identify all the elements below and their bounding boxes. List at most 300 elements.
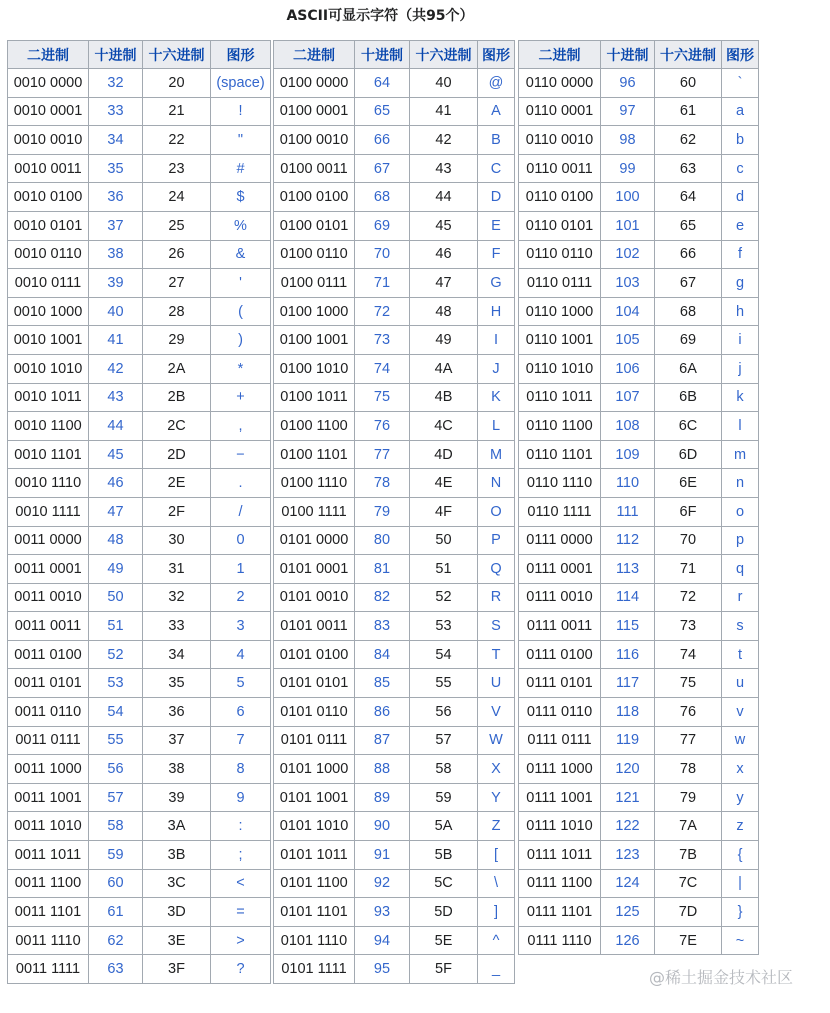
- glyph-cell[interactable]: q: [722, 555, 759, 584]
- hex-cell: 59: [410, 783, 478, 812]
- decimal-cell[interactable]: 61: [89, 898, 143, 927]
- decimal-cell[interactable]: 116: [601, 640, 655, 669]
- decimal-cell[interactable]: 95: [355, 955, 410, 984]
- hex-cell: 20: [143, 69, 211, 98]
- binary-cell: 0110 1110: [519, 469, 601, 498]
- glyph-cell[interactable]: s: [722, 612, 759, 641]
- glyph-cell[interactable]: /: [211, 497, 271, 526]
- decimal-cell[interactable]: 38: [89, 240, 143, 269]
- hex-cell: 2E: [143, 469, 211, 498]
- decimal-cell[interactable]: 64: [355, 69, 410, 98]
- glyph-cell[interactable]: $: [211, 183, 271, 212]
- glyph-cell[interactable]: }: [722, 898, 759, 927]
- ascii-table-1: [7, 40, 271, 984]
- hex-cell: 46: [410, 240, 478, 269]
- binary-cell: 0101 0010: [274, 583, 355, 612]
- hex-cell: 61: [655, 97, 722, 126]
- decimal-cell[interactable]: 42: [89, 354, 143, 383]
- binary-cell: 0110 1010: [519, 354, 601, 383]
- table-row: [8, 898, 271, 927]
- decimal-cell[interactable]: 57: [89, 783, 143, 812]
- decimal-cell[interactable]: 66: [355, 126, 410, 155]
- glyph-cell[interactable]: C: [478, 154, 515, 183]
- binary-cell: 0110 0000: [519, 69, 601, 98]
- table-row: [519, 898, 759, 927]
- glyph-cell[interactable]: R: [478, 583, 515, 612]
- header-hex[interactable]: 十六进制: [410, 41, 478, 69]
- decimal-cell[interactable]: 104: [601, 297, 655, 326]
- decimal-cell[interactable]: 126: [601, 926, 655, 955]
- table-row: [8, 555, 271, 584]
- binary-cell: 0011 1011: [8, 841, 89, 870]
- decimal-cell[interactable]: 75: [355, 383, 410, 412]
- decimal-cell[interactable]: 114: [601, 583, 655, 612]
- glyph-cell[interactable]: N: [478, 469, 515, 498]
- glyph-cell[interactable]: >: [211, 926, 271, 955]
- glyph-cell[interactable]: T: [478, 640, 515, 669]
- glyph-cell[interactable]: 1: [211, 555, 271, 584]
- decimal-cell[interactable]: 32: [89, 69, 143, 98]
- glyph-cell[interactable]: ': [211, 269, 271, 298]
- decimal-cell[interactable]: 39: [89, 269, 143, 298]
- glyph-cell[interactable]: (space): [211, 69, 271, 98]
- glyph-cell[interactable]: G: [478, 269, 515, 298]
- decimal-cell[interactable]: 60: [89, 869, 143, 898]
- decimal-cell[interactable]: 102: [601, 240, 655, 269]
- table-row: [519, 154, 759, 183]
- table-row: [8, 841, 271, 870]
- binary-cell: 0101 0001: [274, 555, 355, 584]
- hex-cell: 50: [410, 526, 478, 555]
- decimal-cell[interactable]: 47: [89, 497, 143, 526]
- binary-cell: 0011 0100: [8, 640, 89, 669]
- glyph-cell[interactable]: M: [478, 440, 515, 469]
- glyph-cell[interactable]: Z: [478, 812, 515, 841]
- decimal-cell[interactable]: 122: [601, 812, 655, 841]
- decimal-cell[interactable]: 80: [355, 526, 410, 555]
- glyph-cell[interactable]: S: [478, 612, 515, 641]
- header-glyph[interactable]: 图形: [478, 41, 515, 69]
- decimal-cell[interactable]: 52: [89, 640, 143, 669]
- decimal-cell[interactable]: 106: [601, 354, 655, 383]
- glyph-cell[interactable]: 4: [211, 640, 271, 669]
- glyph-cell[interactable]: I: [478, 326, 515, 355]
- header-decimal[interactable]: 十进制: [355, 41, 410, 69]
- decimal-cell[interactable]: 113: [601, 555, 655, 584]
- hex-cell: 5D: [410, 898, 478, 927]
- decimal-cell[interactable]: 74: [355, 354, 410, 383]
- decimal-cell[interactable]: 37: [89, 211, 143, 240]
- hex-cell: 36: [143, 698, 211, 727]
- hex-cell: 53: [410, 612, 478, 641]
- decimal-cell[interactable]: 41: [89, 326, 143, 355]
- glyph-cell[interactable]: v: [722, 698, 759, 727]
- glyph-cell[interactable]: b: [722, 126, 759, 155]
- glyph-cell[interactable]: 8: [211, 755, 271, 784]
- glyph-cell[interactable]: X: [478, 755, 515, 784]
- hex-cell: 3E: [143, 926, 211, 955]
- glyph-cell[interactable]: a: [722, 97, 759, 126]
- decimal-cell[interactable]: 108: [601, 412, 655, 441]
- glyph-cell[interactable]: y: [722, 783, 759, 812]
- decimal-cell[interactable]: 78: [355, 469, 410, 498]
- hex-cell: 4D: [410, 440, 478, 469]
- header-binary[interactable]: 二进制: [274, 41, 355, 69]
- glyph-cell[interactable]: p: [722, 526, 759, 555]
- binary-cell: 0101 1111: [274, 955, 355, 984]
- glyph-cell[interactable]: 6: [211, 698, 271, 727]
- glyph-cell[interactable]: B: [478, 126, 515, 155]
- table-row: [519, 183, 759, 212]
- decimal-cell[interactable]: 100: [601, 183, 655, 212]
- glyph-cell[interactable]: −: [211, 440, 271, 469]
- hex-cell: 43: [410, 154, 478, 183]
- decimal-cell[interactable]: 76: [355, 412, 410, 441]
- glyph-cell[interactable]: d: [722, 183, 759, 212]
- decimal-cell[interactable]: 58: [89, 812, 143, 841]
- glyph-cell[interactable]: k: [722, 383, 759, 412]
- glyph-cell[interactable]: e: [722, 211, 759, 240]
- header-hex[interactable]: 十六进制: [143, 41, 211, 69]
- binary-cell: 0011 0001: [8, 555, 89, 584]
- glyph-cell[interactable]: H: [478, 297, 515, 326]
- glyph-cell[interactable]: L: [478, 412, 515, 441]
- table-row: [274, 526, 515, 555]
- binary-cell: 0100 0101: [274, 211, 355, 240]
- decimal-cell[interactable]: 92: [355, 869, 410, 898]
- glyph-cell[interactable]: g: [722, 269, 759, 298]
- hex-cell: 7B: [655, 841, 722, 870]
- hex-cell: 75: [655, 669, 722, 698]
- glyph-cell[interactable]: =: [211, 898, 271, 927]
- decimal-cell[interactable]: 99: [601, 154, 655, 183]
- glyph-cell[interactable]: [: [478, 841, 515, 870]
- decimal-cell[interactable]: 55: [89, 726, 143, 755]
- decimal-cell[interactable]: 50: [89, 583, 143, 612]
- glyph-cell[interactable]: %: [211, 211, 271, 240]
- table-row: [519, 555, 759, 584]
- decimal-cell[interactable]: 94: [355, 926, 410, 955]
- decimal-cell[interactable]: 77: [355, 440, 410, 469]
- table-row: [274, 698, 515, 727]
- hex-cell: 78: [655, 755, 722, 784]
- glyph-cell[interactable]: `: [722, 69, 759, 98]
- glyph-cell[interactable]: 5: [211, 669, 271, 698]
- hex-cell: 76: [655, 698, 722, 727]
- glyph-cell[interactable]: &: [211, 240, 271, 269]
- glyph-cell[interactable]: 3: [211, 612, 271, 641]
- binary-cell: 0111 0101: [519, 669, 601, 698]
- glyph-cell[interactable]: D: [478, 183, 515, 212]
- decimal-cell[interactable]: 53: [89, 669, 143, 698]
- glyph-cell[interactable]: W: [478, 726, 515, 755]
- binary-cell: 0100 1010: [274, 354, 355, 383]
- binary-cell: 0011 1110: [8, 926, 89, 955]
- table-row: [274, 69, 515, 98]
- decimal-cell[interactable]: 117: [601, 669, 655, 698]
- decimal-cell[interactable]: 105: [601, 326, 655, 355]
- decimal-cell[interactable]: 86: [355, 698, 410, 727]
- glyph-cell[interactable]: Y: [478, 783, 515, 812]
- table-row: [519, 669, 759, 698]
- header-binary[interactable]: 二进制: [519, 41, 601, 69]
- hex-cell: 3D: [143, 898, 211, 927]
- glyph-cell[interactable]: F: [478, 240, 515, 269]
- decimal-cell[interactable]: 119: [601, 726, 655, 755]
- glyph-cell[interactable]: 9: [211, 783, 271, 812]
- glyph-cell[interactable]: +: [211, 383, 271, 412]
- decimal-cell[interactable]: 36: [89, 183, 143, 212]
- decimal-cell[interactable]: 82: [355, 583, 410, 612]
- decimal-cell[interactable]: 98: [601, 126, 655, 155]
- glyph-cell[interactable]: (: [211, 297, 271, 326]
- decimal-cell[interactable]: 56: [89, 755, 143, 784]
- decimal-cell[interactable]: 70: [355, 240, 410, 269]
- decimal-cell[interactable]: 81: [355, 555, 410, 584]
- table-row: [274, 240, 515, 269]
- table-row: [274, 297, 515, 326]
- glyph-cell[interactable]: K: [478, 383, 515, 412]
- glyph-cell[interactable]: ,: [211, 412, 271, 441]
- binary-cell: 0010 0000: [8, 69, 89, 98]
- table-row: [8, 526, 271, 555]
- glyph-cell[interactable]: i: [722, 326, 759, 355]
- binary-cell: 0100 1110: [274, 469, 355, 498]
- glyph-cell[interactable]: |: [722, 869, 759, 898]
- table-row: [519, 497, 759, 526]
- glyph-cell[interactable]: ": [211, 126, 271, 155]
- decimal-cell[interactable]: 73: [355, 326, 410, 355]
- table-row: [274, 583, 515, 612]
- binary-cell: 0010 0110: [8, 240, 89, 269]
- decimal-cell[interactable]: 109: [601, 440, 655, 469]
- decimal-cell[interactable]: 103: [601, 269, 655, 298]
- glyph-cell[interactable]: j: [722, 354, 759, 383]
- decimal-cell[interactable]: 84: [355, 640, 410, 669]
- decimal-cell[interactable]: 69: [355, 211, 410, 240]
- decimal-cell[interactable]: 65: [355, 97, 410, 126]
- hex-cell: 64: [655, 183, 722, 212]
- glyph-cell[interactable]: ~: [722, 926, 759, 955]
- glyph-cell[interactable]: h: [722, 297, 759, 326]
- glyph-cell[interactable]: c: [722, 154, 759, 183]
- hex-cell: 33: [143, 612, 211, 641]
- glyph-cell[interactable]: 0: [211, 526, 271, 555]
- binary-cell: 0100 0000: [274, 69, 355, 98]
- decimal-cell[interactable]: 45: [89, 440, 143, 469]
- hex-cell: 6E: [655, 469, 722, 498]
- hex-cell: 68: [655, 297, 722, 326]
- binary-cell: 0101 0111: [274, 726, 355, 755]
- decimal-cell[interactable]: 67: [355, 154, 410, 183]
- glyph-cell[interactable]: @: [478, 69, 515, 98]
- hex-cell: 7E: [655, 926, 722, 955]
- hex-cell: 6B: [655, 383, 722, 412]
- hex-cell: 58: [410, 755, 478, 784]
- glyph-cell[interactable]: !: [211, 97, 271, 126]
- glyph-cell[interactable]: z: [722, 812, 759, 841]
- glyph-cell[interactable]: ?: [211, 955, 271, 984]
- decimal-cell[interactable]: 72: [355, 297, 410, 326]
- binary-cell: 0011 1111: [8, 955, 89, 984]
- decimal-cell[interactable]: 121: [601, 783, 655, 812]
- table-row: [8, 440, 271, 469]
- glyph-cell[interactable]: J: [478, 354, 515, 383]
- glyph-cell[interactable]: t: [722, 640, 759, 669]
- table-row: [519, 269, 759, 298]
- hex-cell: 71: [655, 555, 722, 584]
- table-row: [274, 154, 515, 183]
- glyph-cell[interactable]: Q: [478, 555, 515, 584]
- header-binary[interactable]: 二进制: [8, 41, 89, 69]
- decimal-cell[interactable]: 63: [89, 955, 143, 984]
- hex-cell: 5C: [410, 869, 478, 898]
- glyph-cell[interactable]: #: [211, 154, 271, 183]
- glyph-cell[interactable]: 7: [211, 726, 271, 755]
- table-row: [274, 926, 515, 955]
- decimal-cell[interactable]: 93: [355, 898, 410, 927]
- header-glyph[interactable]: 图形: [722, 41, 759, 69]
- decimal-cell[interactable]: 79: [355, 497, 410, 526]
- decimal-cell[interactable]: 87: [355, 726, 410, 755]
- glyph-cell[interactable]: n: [722, 469, 759, 498]
- decimal-cell[interactable]: 71: [355, 269, 410, 298]
- decimal-cell[interactable]: 33: [89, 97, 143, 126]
- glyph-cell[interactable]: u: [722, 669, 759, 698]
- binary-cell: 0110 0001: [519, 97, 601, 126]
- binary-cell: 0101 0000: [274, 526, 355, 555]
- glyph-cell[interactable]: P: [478, 526, 515, 555]
- header-glyph[interactable]: 图形: [211, 41, 271, 69]
- decimal-cell[interactable]: 111: [601, 497, 655, 526]
- hex-cell: 77: [655, 726, 722, 755]
- hex-cell: 4F: [410, 497, 478, 526]
- binary-cell: 0010 0001: [8, 97, 89, 126]
- hex-cell: 6D: [655, 440, 722, 469]
- decimal-cell[interactable]: 48: [89, 526, 143, 555]
- glyph-cell[interactable]: <: [211, 869, 271, 898]
- table-row: [274, 440, 515, 469]
- glyph-cell[interactable]: r: [722, 583, 759, 612]
- glyph-cell[interactable]: A: [478, 97, 515, 126]
- binary-cell: 0011 0110: [8, 698, 89, 727]
- glyph-cell[interactable]: 2: [211, 583, 271, 612]
- glyph-cell[interactable]: l: [722, 412, 759, 441]
- table-row: [8, 154, 271, 183]
- decimal-cell[interactable]: 40: [89, 297, 143, 326]
- glyph-cell[interactable]: O: [478, 497, 515, 526]
- glyph-cell[interactable]: f: [722, 240, 759, 269]
- decimal-cell[interactable]: 112: [601, 526, 655, 555]
- glyph-cell[interactable]: w: [722, 726, 759, 755]
- glyph-cell[interactable]: m: [722, 440, 759, 469]
- decimal-cell[interactable]: 68: [355, 183, 410, 212]
- hex-cell: 79: [655, 783, 722, 812]
- hex-cell: 7A: [655, 812, 722, 841]
- binary-cell: 0011 1101: [8, 898, 89, 927]
- hex-cell: 69: [655, 326, 722, 355]
- decimal-cell[interactable]: 59: [89, 841, 143, 870]
- glyph-cell[interactable]: *: [211, 354, 271, 383]
- hex-cell: 29: [143, 326, 211, 355]
- glyph-cell[interactable]: o: [722, 497, 759, 526]
- hex-cell: 6C: [655, 412, 722, 441]
- decimal-cell[interactable]: 90: [355, 812, 410, 841]
- decimal-cell[interactable]: 118: [601, 698, 655, 727]
- table-caption: ASCII可显示字符（共95个）: [286, 8, 474, 24]
- decimal-cell[interactable]: 120: [601, 755, 655, 784]
- binary-cell: 0111 0000: [519, 526, 601, 555]
- glyph-cell[interactable]: \: [478, 869, 515, 898]
- decimal-cell[interactable]: 34: [89, 126, 143, 155]
- hex-cell: 57: [410, 726, 478, 755]
- decimal-cell[interactable]: 43: [89, 383, 143, 412]
- decimal-cell[interactable]: 123: [601, 841, 655, 870]
- decimal-cell[interactable]: 54: [89, 698, 143, 727]
- decimal-cell[interactable]: 44: [89, 412, 143, 441]
- glyph-cell[interactable]: ^: [478, 926, 515, 955]
- hex-cell: 4A: [410, 354, 478, 383]
- glyph-cell[interactable]: U: [478, 669, 515, 698]
- decimal-cell[interactable]: 62: [89, 926, 143, 955]
- hex-cell: 4E: [410, 469, 478, 498]
- hex-cell: 3F: [143, 955, 211, 984]
- binary-cell: 0111 1000: [519, 755, 601, 784]
- decimal-cell[interactable]: 101: [601, 211, 655, 240]
- header-hex[interactable]: 十六进制: [655, 41, 722, 69]
- glyph-cell[interactable]: E: [478, 211, 515, 240]
- decimal-cell[interactable]: 89: [355, 783, 410, 812]
- decimal-cell[interactable]: 115: [601, 612, 655, 641]
- hex-cell: 2A: [143, 354, 211, 383]
- decimal-cell[interactable]: 91: [355, 841, 410, 870]
- decimal-cell[interactable]: 110: [601, 469, 655, 498]
- hex-cell: 6F: [655, 497, 722, 526]
- glyph-cell[interactable]: .: [211, 469, 271, 498]
- binary-cell: 0011 0011: [8, 612, 89, 641]
- decimal-cell[interactable]: 83: [355, 612, 410, 641]
- binary-cell: 0110 0010: [519, 126, 601, 155]
- decimal-cell[interactable]: 97: [601, 97, 655, 126]
- decimal-cell[interactable]: 88: [355, 755, 410, 784]
- decimal-cell[interactable]: 85: [355, 669, 410, 698]
- decimal-cell[interactable]: 51: [89, 612, 143, 641]
- decimal-cell[interactable]: 49: [89, 555, 143, 584]
- hex-cell: 4C: [410, 412, 478, 441]
- glyph-cell[interactable]: V: [478, 698, 515, 727]
- glyph-cell[interactable]: :: [211, 812, 271, 841]
- header-decimal[interactable]: 十进制: [89, 41, 143, 69]
- glyph-cell[interactable]: {: [722, 841, 759, 870]
- glyph-cell[interactable]: ): [211, 326, 271, 355]
- table-row: [274, 555, 515, 584]
- decimal-cell[interactable]: 125: [601, 898, 655, 927]
- binary-cell: 0010 1110: [8, 469, 89, 498]
- decimal-cell[interactable]: 96: [601, 69, 655, 98]
- glyph-cell[interactable]: x: [722, 755, 759, 784]
- glyph-cell[interactable]: _: [478, 955, 515, 984]
- glyph-cell[interactable]: ]: [478, 898, 515, 927]
- header-decimal[interactable]: 十进制: [601, 41, 655, 69]
- glyph-cell[interactable]: ;: [211, 841, 271, 870]
- decimal-cell[interactable]: 124: [601, 869, 655, 898]
- table-row: [519, 469, 759, 498]
- binary-cell: 0110 1101: [519, 440, 601, 469]
- decimal-cell[interactable]: 35: [89, 154, 143, 183]
- decimal-cell[interactable]: 107: [601, 383, 655, 412]
- table-row: [8, 326, 271, 355]
- decimal-cell[interactable]: 46: [89, 469, 143, 498]
